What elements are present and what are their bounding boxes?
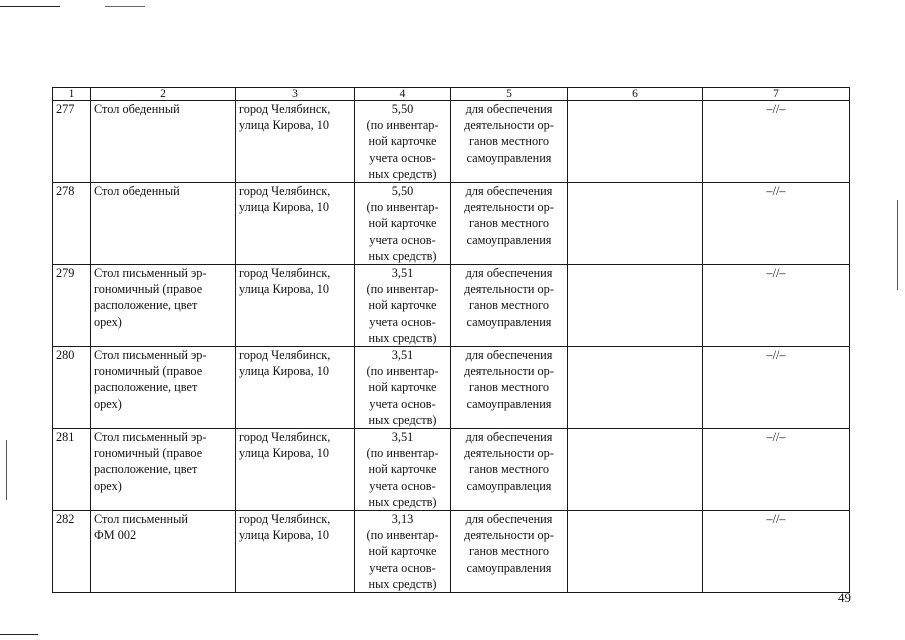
item-number-cell: 278 <box>53 183 91 265</box>
cell-line: орех) <box>94 396 122 411</box>
item-value-cell <box>355 101 451 183</box>
item-number-cell: 279 <box>53 265 91 347</box>
cell-line: ганов местного <box>468 462 550 477</box>
item-number-cell: 282 <box>53 511 91 593</box>
item-purpose-cell <box>451 429 568 511</box>
cell-line: 3,51 <box>391 430 414 445</box>
cell-line: улица Кирова, 10 <box>239 118 330 133</box>
item-value-cell <box>355 183 451 265</box>
cell-line: улица Кирова, 10 <box>239 200 330 215</box>
item-note-cell: –//– <box>703 265 850 347</box>
cell-line: ганов местного <box>468 380 550 395</box>
cell-line: улица Кирова, 10 <box>239 364 330 379</box>
cell-line: ной карточке <box>368 462 437 477</box>
column-header-2: 2 <box>91 88 236 101</box>
cell-line: улица Кирова, 10 <box>239 282 330 297</box>
cell-line: гономичный (правое <box>94 282 203 297</box>
table-row <box>53 101 850 183</box>
column-6-cell <box>568 183 703 265</box>
cell-line: Стол письменный эр- <box>94 266 207 281</box>
column-6-cell <box>568 265 703 347</box>
item-purpose-cell <box>451 101 568 183</box>
cell-line: ной карточке <box>368 298 437 313</box>
cell-line: расположение, цвет <box>94 298 198 313</box>
table-row <box>53 265 850 347</box>
cell-line: 3,13 <box>391 512 414 527</box>
cell-line: ных средств) <box>368 494 437 509</box>
cell-line: (по инвентар- <box>366 200 439 215</box>
item-purpose-cell <box>451 347 568 429</box>
cell-line: Стол обеденный <box>94 102 180 116</box>
cell-line: ФМ 002 <box>94 528 137 543</box>
item-number-cell: 280 <box>53 347 91 429</box>
item-name-cell <box>91 101 236 183</box>
column-header-6: 6 <box>568 88 703 101</box>
table-row <box>53 429 850 511</box>
cell-line: (по инвентар- <box>366 282 439 297</box>
table-row <box>53 347 850 429</box>
cell-line: деятельности ор- <box>464 364 554 379</box>
column-header-4: 4 <box>355 88 451 101</box>
cell-line: ных средств) <box>368 330 437 345</box>
item-note-cell: –//– <box>703 347 850 429</box>
cell-line: деятельности ор- <box>464 282 554 297</box>
scan-artifact-left-edge <box>6 440 7 500</box>
cell-line: ганов местного <box>468 298 550 313</box>
item-address-cell <box>236 183 355 265</box>
cell-line: самоуправления <box>466 560 552 575</box>
item-purpose-cell <box>451 511 568 593</box>
column-header-1: 1 <box>53 88 91 101</box>
cell-line: ных средств) <box>368 576 437 591</box>
cell-line: Стол письменный эр- <box>94 348 207 363</box>
cell-line: орех) <box>94 478 122 493</box>
item-note-cell: –//– <box>703 511 850 593</box>
item-value-cell <box>355 265 451 347</box>
column-6-cell <box>568 511 703 593</box>
table-body <box>53 101 850 593</box>
cell-line: самоуправления <box>466 232 552 247</box>
cell-line: город Челябинск, <box>239 102 331 116</box>
cell-line: для обеспечения <box>465 102 553 116</box>
cell-line: деятельности ор- <box>464 200 554 215</box>
header-row <box>53 88 850 101</box>
cell-line: ной карточке <box>368 544 437 559</box>
item-name-cell <box>91 347 236 429</box>
item-value-cell <box>355 429 451 511</box>
cell-line: город Челябинск, <box>239 512 331 527</box>
cell-line: гономичный (правое <box>94 364 203 379</box>
item-address-cell <box>236 429 355 511</box>
cell-line: 3,51 <box>391 348 414 363</box>
cell-line: учета основ- <box>369 396 436 411</box>
item-note-cell: –//– <box>703 429 850 511</box>
column-header-3: 3 <box>236 88 355 101</box>
cell-line: расположение, цвет <box>94 462 198 477</box>
cell-line: ной карточке <box>368 134 437 149</box>
cell-line: расположение, цвет <box>94 380 198 395</box>
table-row <box>53 183 850 265</box>
cell-line: город Челябинск, <box>239 184 331 199</box>
cell-line: (по инвентар- <box>366 528 439 543</box>
item-name-cell <box>91 183 236 265</box>
column-6-cell <box>568 429 703 511</box>
cell-line: 5,50 <box>391 184 414 199</box>
property-register-table <box>52 87 850 593</box>
item-note-cell: –//– <box>703 183 850 265</box>
cell-line: самоуправления <box>466 150 552 165</box>
cell-line: улица Кирова, 10 <box>239 528 330 543</box>
cell-line: (по инвентар- <box>366 446 439 461</box>
cell-line: ганов местного <box>468 216 550 231</box>
cell-line: город Челябинск, <box>239 348 331 363</box>
item-address-cell <box>236 347 355 429</box>
cell-line: для обеспечения <box>465 348 553 363</box>
column-header-7: 7 <box>703 88 850 101</box>
item-value-cell <box>355 347 451 429</box>
item-number-cell: 281 <box>53 429 91 511</box>
cell-line: самоуправления <box>466 396 552 411</box>
cell-line: орех) <box>94 314 122 329</box>
cell-line: учета основ- <box>369 232 436 247</box>
cell-line: для обеспечения <box>465 512 553 527</box>
scan-artifact-top-line <box>0 6 60 7</box>
cell-line: самоуправления <box>466 314 552 329</box>
cell-line: деятельности ор- <box>464 118 554 133</box>
item-purpose-cell <box>451 265 568 347</box>
scan-artifact-bottom-line <box>0 634 38 635</box>
cell-line: гономичный (правое <box>94 446 203 461</box>
table-row <box>53 511 850 593</box>
cell-line: для обеспечения <box>465 430 553 445</box>
cell-line: ганов местного <box>468 134 550 149</box>
cell-line: ной карточке <box>368 216 437 231</box>
item-address-cell <box>236 265 355 347</box>
cell-line: ных средств) <box>368 248 437 263</box>
column-6-cell <box>568 347 703 429</box>
cell-line: учета основ- <box>369 560 436 575</box>
item-address-cell <box>236 511 355 593</box>
column-6-cell <box>568 101 703 183</box>
cell-line: ных средств) <box>368 412 437 427</box>
cell-line: для обеспечения <box>465 266 553 281</box>
item-name-cell <box>91 429 236 511</box>
item-note-cell: –//– <box>703 101 850 183</box>
cell-line: учета основ- <box>369 314 436 329</box>
item-name-cell <box>91 511 236 593</box>
page-number: 49 <box>838 590 851 605</box>
cell-line: деятельности ор- <box>464 528 554 543</box>
cell-line: (по инвентар- <box>366 364 439 379</box>
item-number-cell: 277 <box>53 101 91 183</box>
cell-line: для обеспечения <box>465 184 553 199</box>
cell-line: 3,51 <box>391 266 414 281</box>
cell-line: Стол письменный <box>94 512 188 527</box>
item-address-cell <box>236 101 355 183</box>
cell-line: 5,50 <box>391 102 414 116</box>
cell-line: Стол письменный эр- <box>94 430 207 445</box>
column-header-5: 5 <box>451 88 568 101</box>
cell-line: ных средств) <box>368 166 437 181</box>
cell-line: ганов местного <box>468 544 550 559</box>
cell-line: Стол обеденный <box>94 184 180 199</box>
item-purpose-cell <box>451 183 568 265</box>
item-name-cell <box>91 265 236 347</box>
cell-line: деятельности ор- <box>464 446 554 461</box>
cell-line: город Челябинск, <box>239 266 331 281</box>
scan-artifact-top-dash <box>105 6 145 7</box>
cell-line: улица Кирова, 10 <box>239 446 330 461</box>
cell-line: ной карточке <box>368 380 437 395</box>
cell-line: (по инвентар- <box>366 118 439 133</box>
cell-line: учета основ- <box>369 150 436 165</box>
cell-line: самоуправлеция <box>466 478 552 493</box>
cell-line: город Челябинск, <box>239 430 331 445</box>
scan-artifact-right-edge <box>897 200 898 290</box>
item-value-cell <box>355 511 451 593</box>
cell-line: учета основ- <box>369 478 436 493</box>
